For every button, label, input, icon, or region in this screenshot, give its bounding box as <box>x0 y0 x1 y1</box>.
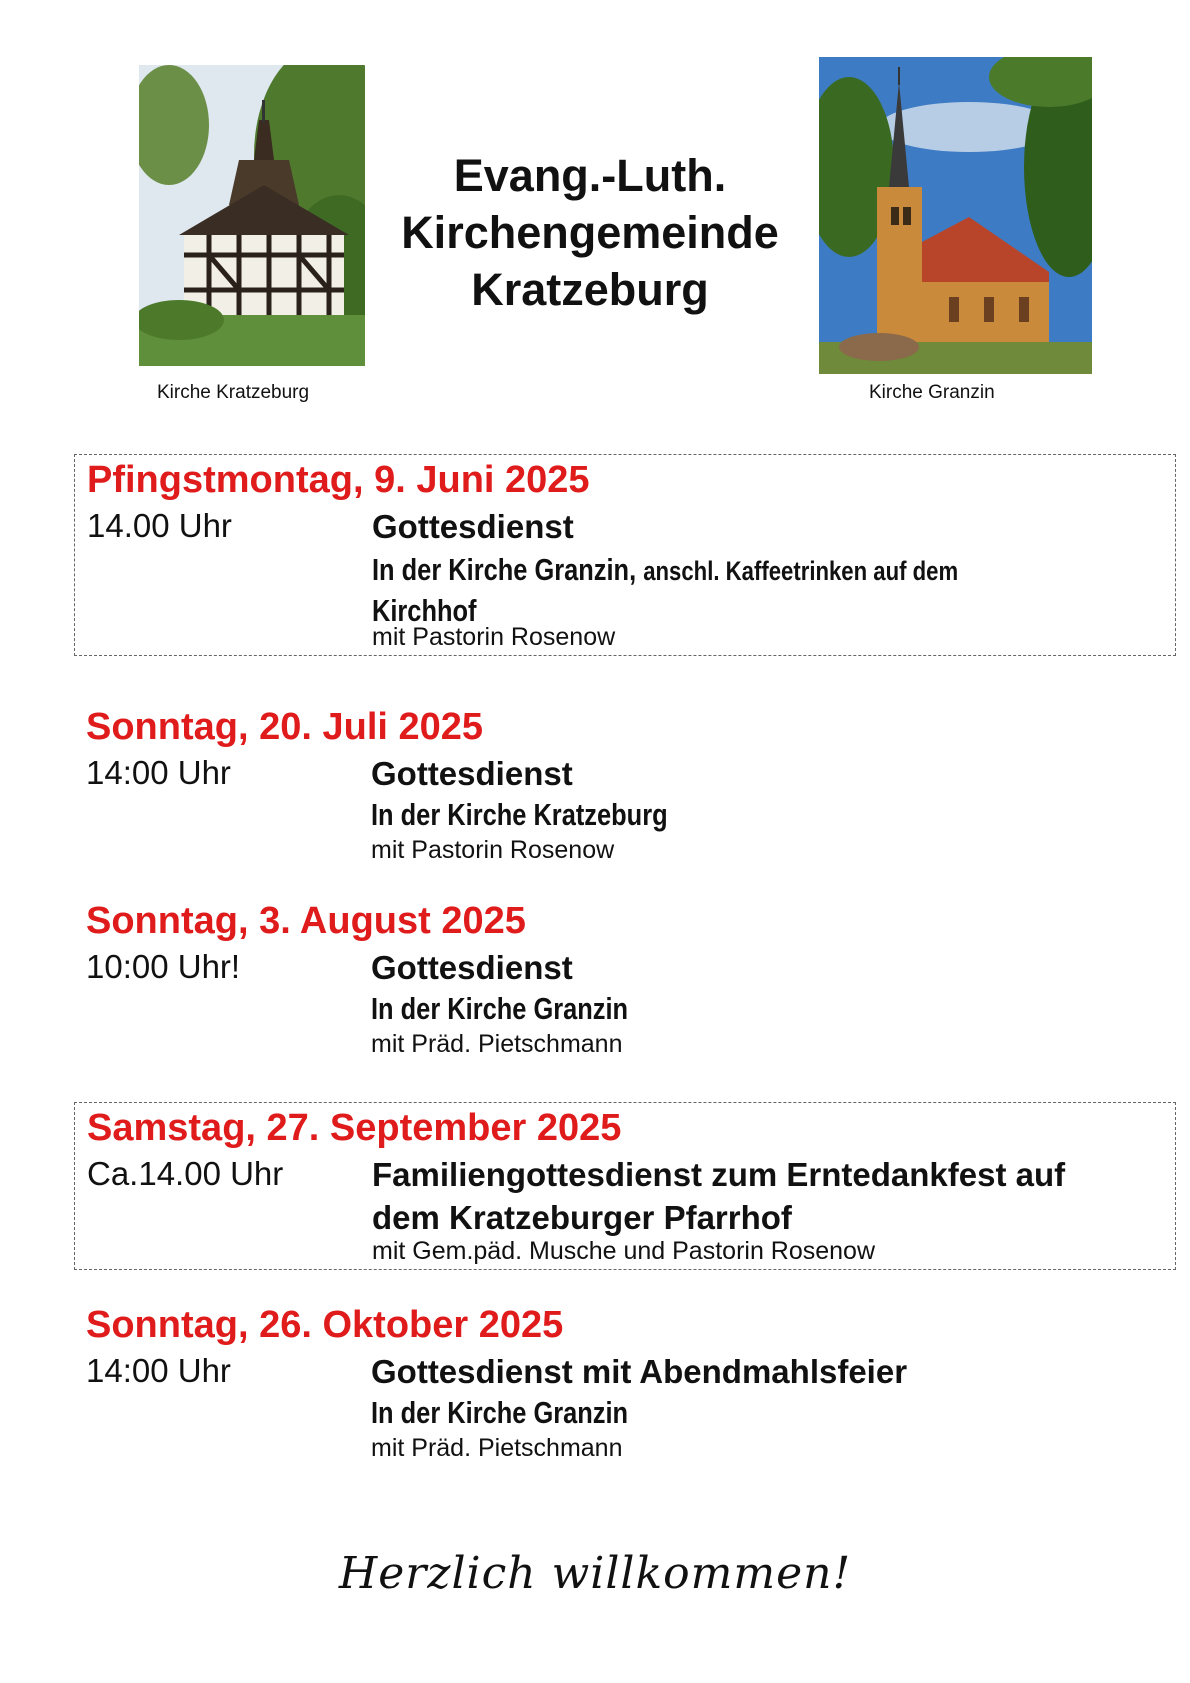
church-granzin-photo <box>819 57 1092 374</box>
event-oktober <box>74 1300 1174 1460</box>
photo-caption-kratzeburg: Kirche Kratzeburg <box>157 382 310 403</box>
event-time: 14.00 Uhr <box>87 507 232 544</box>
event-august <box>74 896 1174 1056</box>
event-person: mit Präd. Pietschmann <box>371 1434 623 1462</box>
event-service: Gottesdienst <box>372 508 574 545</box>
event-service-line-1: Familiengottesdienst zum Erntedankfest auf <box>372 1156 1066 1193</box>
event-person: mit Gem.päd. Musche und Pastorin Rosenow <box>372 1237 876 1265</box>
event-service: Gottesdienst mit Abendmahlsfeier <box>371 1353 908 1390</box>
event-time: 14:00 Uhr <box>86 1352 231 1389</box>
event-location: In der Kirche Granzin <box>371 1395 629 1430</box>
event-time: Ca.14.00 Uhr <box>87 1155 284 1192</box>
event-date: Sonntag, 3. August 2025 <box>86 900 526 942</box>
event-person: mit Präd. Pietschmann <box>371 1030 623 1058</box>
title-line-1: Evang.-Luth. <box>453 150 727 201</box>
event-person: mit Pastorin Rosenow <box>371 836 615 864</box>
event-time: 10:00 Uhr! <box>86 948 241 985</box>
event-service <box>372 1153 1065 1239</box>
title-line-2: Kirchengemeinde <box>401 207 779 258</box>
event-juli <box>74 702 1174 862</box>
event-person: mit Pastorin Rosenow <box>372 623 616 651</box>
page-title <box>380 147 800 318</box>
event-date: Pfingstmontag, 9. Juni 2025 <box>87 459 590 501</box>
photo-caption-granzin: Kirche Granzin <box>869 382 995 403</box>
event-service: Gottesdienst <box>371 949 573 986</box>
church-kratzeburg-photo <box>139 65 365 366</box>
event-pfingstmontag <box>74 454 1176 656</box>
event-location <box>372 550 1094 630</box>
event-location-main: In der Kirche Granzin, <box>372 552 637 587</box>
event-date: Sonntag, 20. Juli 2025 <box>86 706 484 748</box>
event-date: Sonntag, 26. Oktober 2025 <box>86 1304 564 1346</box>
event-location: In der Kirche Kratzeburg <box>371 797 668 832</box>
event-location-cont: Kirchhof <box>372 593 477 628</box>
welcome-text: Herzlich willkommen! <box>338 1548 852 1599</box>
event-location-note: anschl. Kaffeetrinken auf dem <box>643 556 959 586</box>
event-service-line-2: dem Kratzeburger Pfarrhof <box>372 1199 792 1236</box>
title-line-3: Kratzeburg <box>471 264 709 315</box>
event-service: Gottesdienst <box>371 755 573 792</box>
event-date: Samstag, 27. September 2025 <box>87 1107 622 1149</box>
event-location: In der Kirche Granzin <box>371 991 629 1026</box>
event-time: 14:00 Uhr <box>86 754 231 791</box>
event-september <box>74 1102 1176 1270</box>
